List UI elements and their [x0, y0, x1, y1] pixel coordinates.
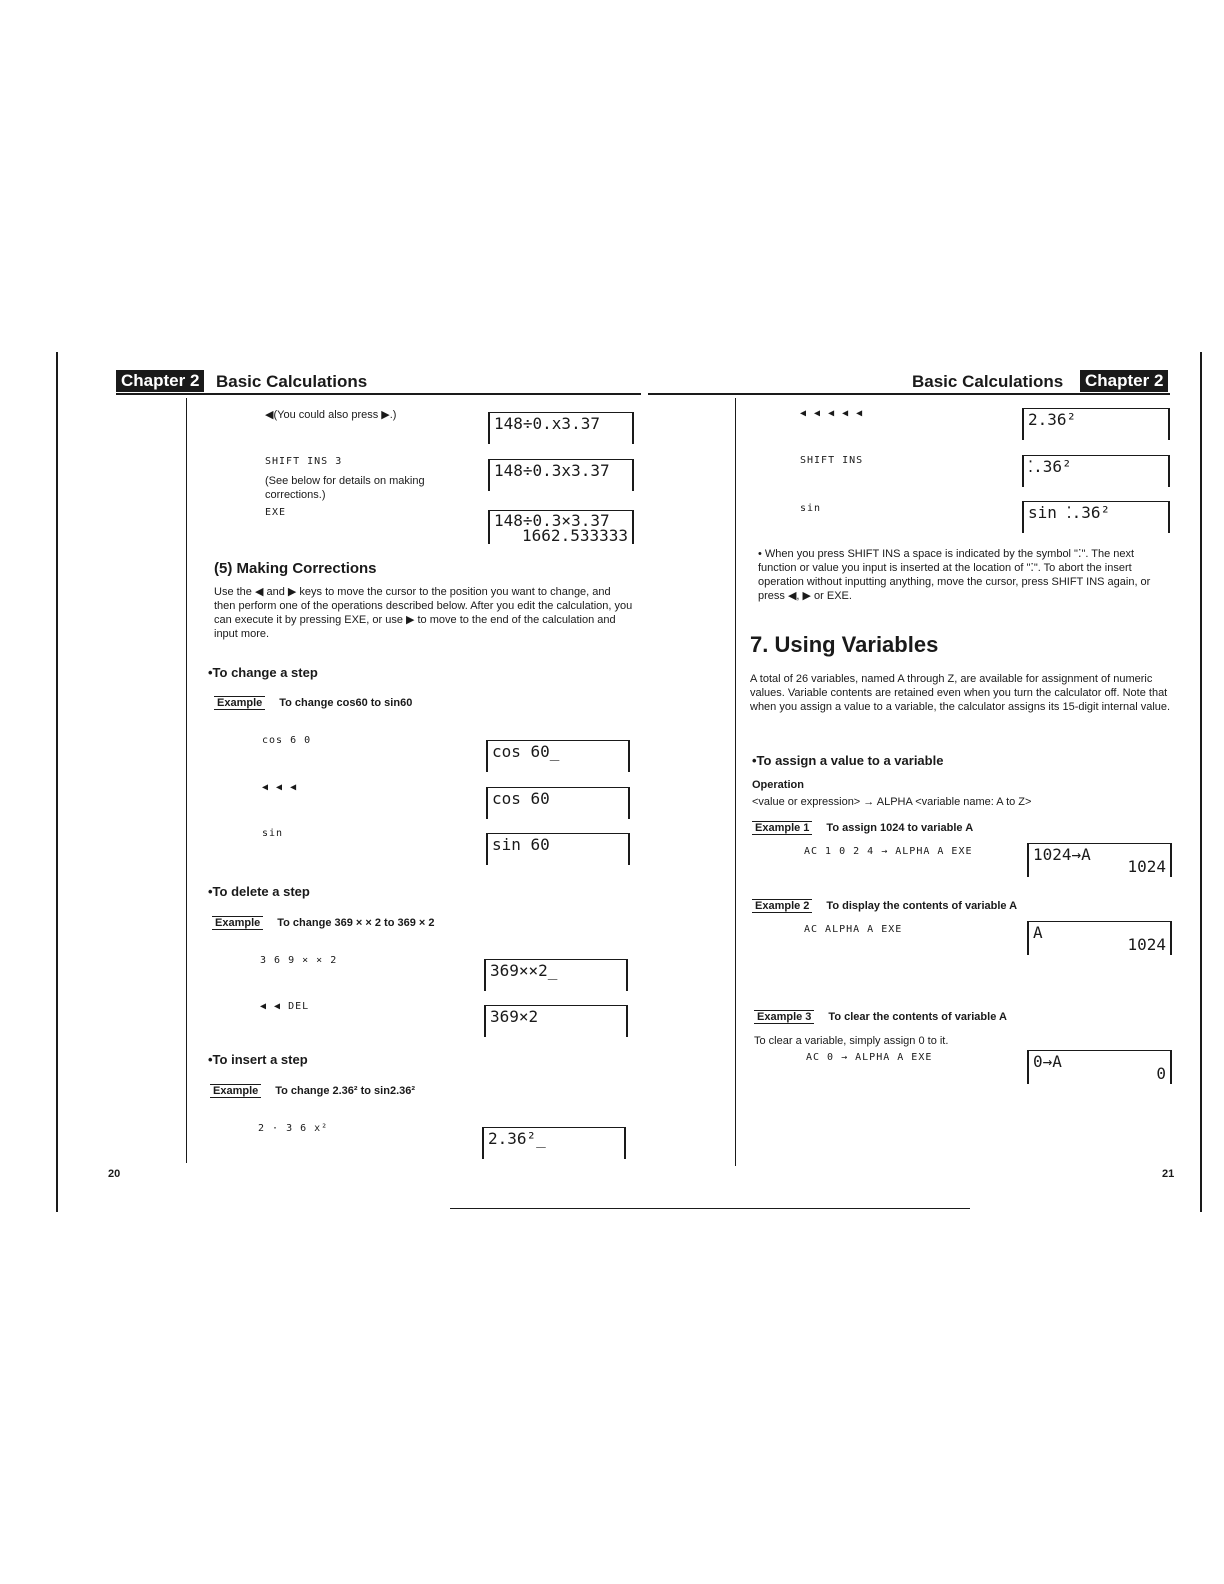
- display-3-line2: 1662.533333: [522, 526, 628, 545]
- example-3-label: Example 3: [754, 1010, 814, 1024]
- example-label: Example: [210, 1084, 261, 1098]
- right-keys-1: ◀ ◀ ◀ ◀ ◀: [800, 408, 864, 419]
- insert-example: [210, 1085, 415, 1097]
- right-keys-2: SHIFT INS: [800, 455, 864, 466]
- binding-edge-right: [1200, 352, 1202, 1212]
- assign-heading: •To assign a value to a variable: [752, 753, 944, 768]
- insert-step-heading: •To insert a step: [208, 1052, 308, 1067]
- binding-edge-left: [56, 352, 58, 1212]
- change-display-3: sin 60: [486, 833, 630, 865]
- example-text: To change cos60 to sin60: [279, 697, 413, 709]
- chapter-badge-left: Chapter 2: [116, 370, 204, 392]
- example-2-text: To display the contents of variable A: [826, 900, 1018, 912]
- example-3-display: [1027, 1050, 1172, 1084]
- page-number-right: 21: [1162, 1168, 1175, 1180]
- example-1-display: [1027, 843, 1172, 877]
- keys-2: SHIFT INS 3: [265, 456, 343, 467]
- change-keys-3: sin: [262, 828, 284, 839]
- delete-display-1: 369××2_: [484, 959, 628, 991]
- example-label: Example: [214, 696, 265, 710]
- display-2: 148÷0.3x3.37: [488, 459, 634, 491]
- example-3-note: To clear a variable, simply assign 0 to it.: [754, 1035, 949, 1047]
- example-1-text: To assign 1024 to variable A: [826, 822, 974, 834]
- insert-display-1: 2.36²_: [482, 1127, 626, 1159]
- operation-text: <value or expression> → ALPHA <variable name: A to Z>: [752, 796, 1032, 808]
- right-display-2: ⁚.36²: [1022, 455, 1170, 487]
- left-margin-rule: [186, 398, 187, 1163]
- section-body-corrections: Use the ◀ and ▶ keys to move the cursor to the position you want to change, and then perform one of the operations described below. After you edit the calculation, you can execute it by pressing EXE, or use ▶ to move to the end of the calculation and input more.: [214, 586, 633, 640]
- section-heading-variables: 7. Using Variables: [750, 632, 939, 657]
- page-number-left: 20: [108, 1168, 121, 1180]
- header-rule-left: [116, 393, 641, 395]
- example-3-keys: AC 0 → ALPHA A EXE: [806, 1052, 933, 1063]
- header-rule-right: [648, 393, 1170, 395]
- right-display-1: 2.36²: [1022, 408, 1170, 440]
- example-2-keys: AC ALPHA A EXE: [804, 924, 903, 935]
- example-2-label: Example 2: [752, 899, 812, 913]
- change-display-2: cos 60: [486, 787, 630, 819]
- example-2-display: [1027, 921, 1172, 955]
- section-body-variables: A total of 26 variables, named A through Z, are available for assignment of numeric values. Variable contents are retained even when you turn the calculator off. Note that when you assign a value to a variable, the calculator assigns its 15-digit internal value.: [750, 673, 1171, 713]
- display-3-line1: 148÷0.3×3.37: [494, 511, 610, 530]
- example-text: To change 2.36² to sin2.36²: [275, 1085, 416, 1097]
- example-1-keys: AC 1 0 2 4 → ALPHA A EXE: [804, 846, 973, 857]
- display-3: [488, 510, 634, 544]
- example-2: [752, 900, 1017, 912]
- example-1-label: Example 1: [752, 821, 812, 835]
- insert-bullet-note: • When you press SHIFT INS a space is indicated by the symbol "⁚". The next function or value you input is inserted at the location of "⁚". To abort the insert operation without inputting anything, move the cursor, press SHIFT INS again, or press ◀, ▶ or EXE.: [758, 548, 1151, 602]
- delete-example: [212, 917, 434, 929]
- operation-label: Operation: [752, 779, 804, 791]
- keys-3: EXE: [265, 507, 287, 518]
- change-keys-1: cos 6 0: [262, 735, 312, 746]
- example-2-display-line1: A: [1033, 923, 1043, 942]
- chapter-badge-right: Chapter 2: [1080, 370, 1168, 392]
- delete-step-heading: •To delete a step: [208, 884, 310, 899]
- example-1-display-line2: 1024: [1127, 857, 1166, 876]
- note-2: (See below for details on making corrections.): [265, 475, 425, 501]
- delete-display-2: 369×2: [484, 1005, 628, 1037]
- example-3-display-line1: 0→A: [1033, 1052, 1062, 1071]
- header-title-left: Basic Calculations: [216, 372, 368, 391]
- example-3: [754, 1011, 1007, 1023]
- right-display-3: sin ⁚.36²: [1022, 501, 1170, 533]
- bottom-rule: [450, 1208, 970, 1209]
- change-example: [214, 697, 412, 709]
- right-keys-3: sin: [800, 503, 822, 514]
- change-step-heading: •To change a step: [208, 665, 318, 680]
- section-heading-corrections: (5) Making Corrections: [214, 560, 377, 577]
- right-margin-rule: [735, 398, 736, 1166]
- header-title-right: Basic Calculations: [912, 372, 1064, 391]
- example-1: [752, 822, 973, 834]
- delete-keys-2: ◀ ◀ DEL: [260, 1001, 310, 1012]
- example-1-display-line1: 1024→A: [1033, 845, 1091, 864]
- change-display-1: cos 60_: [486, 740, 630, 772]
- example-label: Example: [212, 916, 263, 930]
- example-2-display-line2: 1024: [1127, 935, 1166, 954]
- change-keys-2: ◀ ◀ ◀: [262, 782, 298, 793]
- display-1: 148÷0.x3.37: [488, 412, 634, 444]
- delete-keys-1: 3 6 9 × × 2: [260, 955, 338, 966]
- example-3-display-line2: 0: [1156, 1064, 1166, 1083]
- example-text: To change 369 × × 2 to 369 × 2: [277, 917, 435, 929]
- example-3-text: To clear the contents of variable A: [828, 1011, 1007, 1023]
- insert-keys-1: 2 · 3 6 x²: [258, 1123, 329, 1134]
- intro-note: ◀(You could also press ▶.): [265, 409, 397, 421]
